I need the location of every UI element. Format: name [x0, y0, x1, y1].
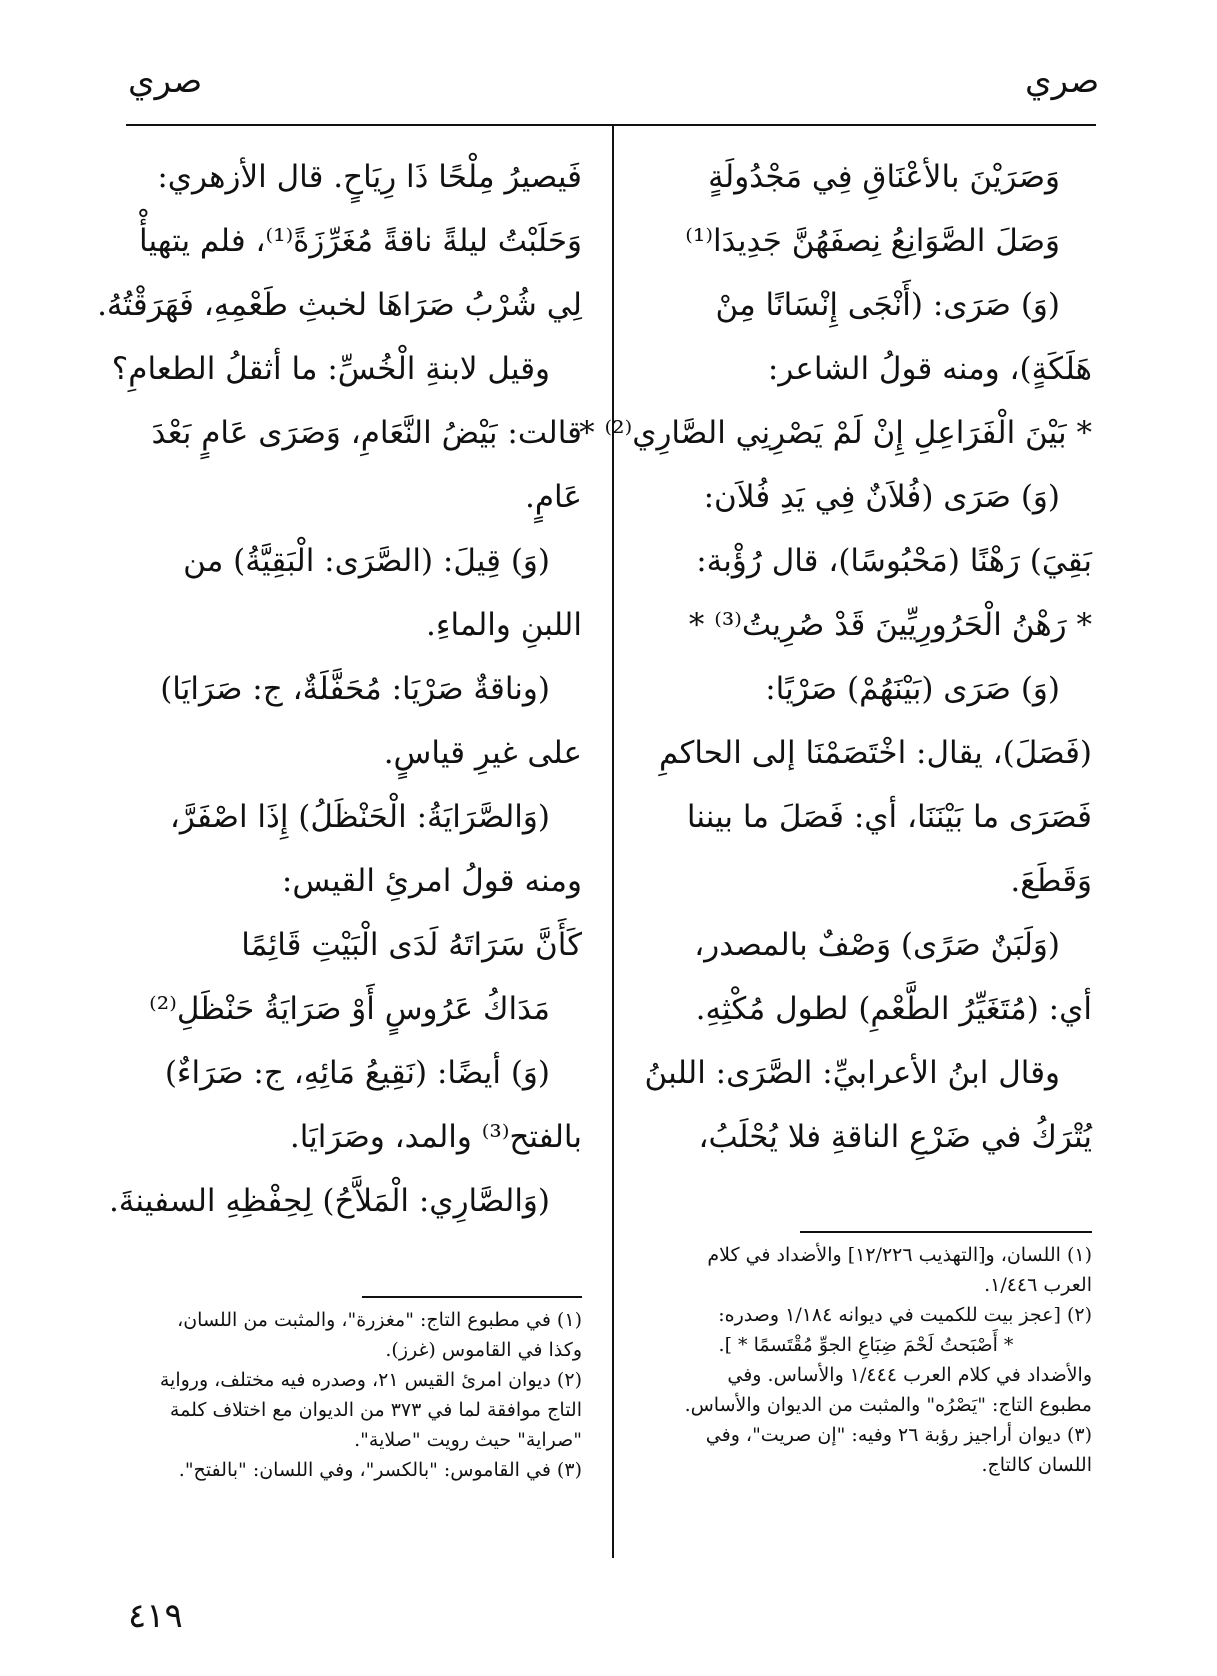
text-line: (وناقةٌ صَرْيَا: مُحَفَّلَةٌ، ج: صَرَايَا)	[160, 671, 550, 707]
footnote-line: (٣) في القاموس: "بالكسر"، وفي اللسان: "بالفتح".	[178, 1459, 582, 1481]
text-line: على غيرِ قياسٍ.	[383, 735, 582, 771]
running-head-left: صري	[128, 61, 203, 101]
text-line: (وَ) قِيلَ: (الصَّرَى: الْبَقِيَّةُ) من	[183, 543, 550, 579]
text-line: (وَ) صَرَى (بَيْنَهُمْ) صَرْيًا:	[765, 671, 1060, 707]
page-number: ٤١٩	[128, 1596, 183, 1636]
footnote-line: (٣) ديوان أراجيز رؤبة ٢٦ وفيه: "إن صريت"، وفي	[705, 1424, 1092, 1446]
footnote-line: مطبوع التاج: "يَصْرُه" والمثبت من الديوان والأساس.	[684, 1394, 1092, 1416]
text-line: (وَ) صَرَى (فُلاَنٌ فِي يَدِ فُلاَن:	[703, 479, 1060, 515]
footnote-line: العرب ١/٤٤٦.	[984, 1274, 1092, 1296]
footnote-line: والأضداد في كلام العرب ١/٤٤٤ والأساس. وفي	[727, 1364, 1092, 1386]
footnote-line: وكذا في القاموس (غرز).	[385, 1339, 582, 1361]
text-line: فَصَرَى ما بَيْنَنَا، أي: فَصَلَ ما بيننا	[686, 799, 1092, 835]
running-head-right: صري	[1025, 61, 1100, 101]
text-line: يُتْرَكُ في ضَرْعِ الناقةِ فلا يُحْلَبُ،	[698, 1119, 1092, 1155]
text-line: بالفتح⁽³⁾ والمد، وصَرَايَا.	[289, 1119, 582, 1155]
text-line: * بَيْنَ الْفَرَاعِلِ إِنْ لَمْ يَصْرِنِي الصَّارِي⁽²⁾ *	[579, 415, 1092, 451]
footnote-line: اللسان كالتاج.	[981, 1454, 1092, 1476]
footnote-line: (١) اللسان، و[التهذيب ١٢/٢٢٦] والأضداد في كلام	[707, 1244, 1092, 1266]
text-line: (وَالصَّرَايَةُ: الْحَنْظَلُ) إِذَا اصْفَرَّ،	[169, 799, 550, 835]
text-line: (وَ) أيضًا: (نَقِيعُ مَائِهِ، ج: صَرَاءٌ)	[164, 1055, 550, 1091]
footnotes-right	[640, 1240, 1092, 1480]
text-line: (فَصَلَ)، يقال: اخْتَصَمْنَا إلى الحاكمِ	[658, 735, 1092, 771]
text-line: كَأَنَّ سَرَاتَهُ لَدَى الْبَيْتِ قَائِمًا	[241, 927, 582, 963]
text-line: عَامٍ.	[525, 479, 582, 515]
text-line: فَيصيرُ مِلْحًا ذَا رِيَاحٍ. قال الأزهري:	[157, 159, 582, 195]
text-line: (وَ) صَرَى: (أَنْجَى إِنْسَانًا مِنْ	[715, 287, 1060, 323]
footnote-rule-left	[362, 1296, 582, 1298]
text-line: وَحَلَبْتُ ليلةً ناقةً مُغَرِّزَةً⁽¹⁾، فلم يتهيأْ	[139, 223, 582, 259]
footnote-rule-right	[800, 1231, 1092, 1233]
text-line: أي: (مُتَغَيِّرُ الطَّعْمِ) لطول مُكْثِهِ.	[695, 991, 1092, 1027]
text-line: اللبنِ والماءِ.	[426, 607, 582, 643]
footnote-line: (١) في مطبوع التاج: "مغزرة"، والمثبت من اللسان،	[177, 1309, 582, 1331]
footnote-line: (٢) [عجز بيت للكميت في ديوانه ١/١٨٤ وصدره:	[718, 1304, 1092, 1326]
header-rule	[126, 124, 1096, 126]
text-line: وَصَرَيْنَ بالأعْنَاقِ فِي مَجْدُولَةٍ	[708, 159, 1060, 195]
left-column	[97, 145, 582, 1233]
text-line: قالت: بَيْضُ النَّعَامِ، وَصَرَى عَامٍ بَعْدَ	[151, 415, 582, 451]
text-line: مَدَاكُ عَرُوسٍ أَوْ صَرَايَةُ حَنْظَلِ⁽²⁾	[149, 991, 550, 1027]
text-line: بَقِيَ) رَهْنًا (مَحْبُوسًا)، قال رُؤْبة:	[696, 543, 1092, 579]
text-line: وقيل لابنةِ الْخُسِّ: ما أثقلُ الطعامِ؟	[111, 351, 550, 387]
text-line: وَصَلَ الصَّوَانِعُ نِصفَهُنَّ جَدِيدَا⁽¹⁾	[685, 223, 1060, 259]
text-line: هَلَكَةٍ)، ومنه قولُ الشاعر:	[767, 351, 1092, 387]
footnote-line: "صراية" حيث رويت "صلاية".	[354, 1429, 582, 1451]
footnote-line: * أَصْبَحتُ لَحْمَ ضِبَاعِ الجوِّ مُقْتَسمًا * ].	[718, 1334, 1014, 1356]
text-line: * رَهْنُ الْحَرُورِيِّينَ قَدْ صُرِيتُ⁽³⁾ *	[688, 607, 1092, 643]
text-line: وَقَطَعَ.	[1010, 863, 1092, 899]
footnote-line: التاج موافقة لما في ٣٧٣ من الديوان مع اختلاف كلمة	[169, 1399, 582, 1421]
text-line: (وَالصَّارِي: الْمَلاَّحُ) لِحِفْظِهِ السفينةَ.	[108, 1183, 550, 1219]
text-line: لِي شُرْبُ صَرَاهَا لخبثِ طَعْمِهِ، فَهَرَقْتُهُ.	[97, 287, 582, 323]
footnotes-left	[130, 1305, 582, 1485]
text-line: (وَلَبَنٌ صَرًى) وَصْفٌ بالمصدر،	[694, 927, 1060, 963]
right-column	[579, 145, 1092, 1169]
footnote-line: (٢) ديوان امرئ القيس ٢١، وصدره فيه مختلف، ورواية	[159, 1369, 582, 1391]
column-divider	[612, 126, 614, 1558]
text-line: ومنه قولُ امرئِ القيس:	[281, 863, 582, 899]
text-line: وقال ابنُ الأعرابيِّ: الصَّرَى: اللبنُ	[644, 1055, 1060, 1091]
